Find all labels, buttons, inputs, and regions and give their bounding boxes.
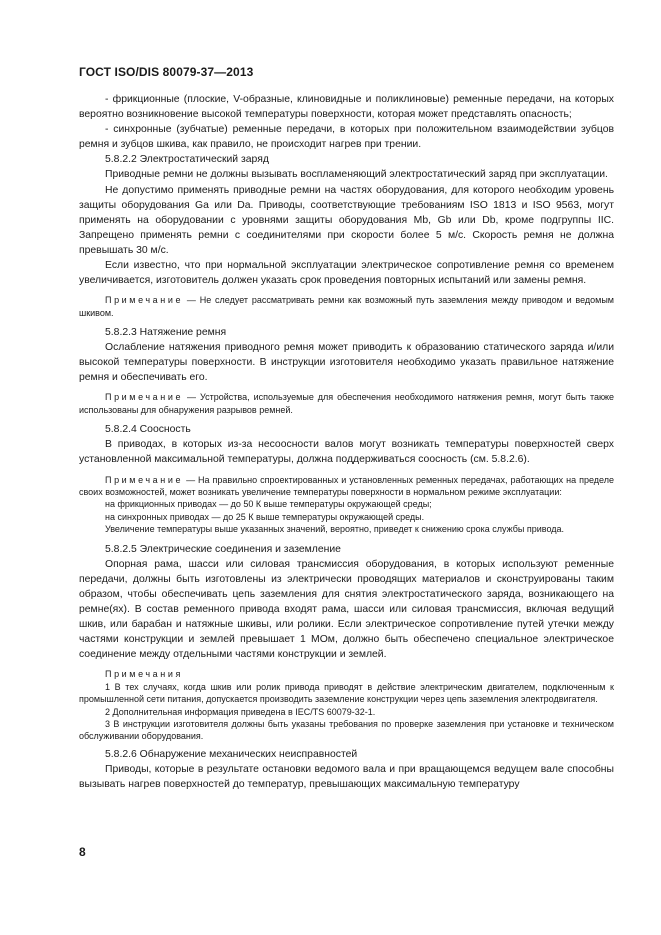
- note-temperature-rise: [79, 474, 614, 499]
- paragraph-belt-tension: Ослабление натяжения приводного ремня может приводить к образованию статического заряда и/или высокой температуры поверхности. В инструкции изготовителя необходимо указать правильное натяжение ремня и обеспечивать его.: [79, 342, 614, 384]
- note-text: — На правильно спроектированных и установленных ременных передачах, работающих на пределе своих возможностей, может возникать увеличение температуры поверхности в нормальном режиме эксплуатации:: [79, 474, 614, 497]
- note-label: Примечание: [105, 474, 184, 485]
- note-list-item: Увеличение температуры выше указанных значений, вероятно, приведет к снижению срока службы привода.: [105, 524, 565, 535]
- note-item-2: 2 Дополнительная информация приведена в IEC/TS 60079-32-1.: [105, 706, 376, 717]
- page-number: 8: [79, 845, 86, 859]
- document-body: [79, 92, 614, 792]
- note-grounding: [79, 294, 614, 319]
- note-item-1: 1 В тех случаях, когда шкив или ролик привода приводят в действие электрическим двигателем, подключенным к промышленной сети питания, допускается производить заземление конструкции через цепь заземления электродвигателя.: [79, 681, 614, 705]
- paragraph-grounding: Опорная рама, шасси или силовая трансмиссия оборудования, в которых используют ременные передачи, должны быть изготовлены из электрически проводящих материалов и сконструированы таким образом, чтобы обеспечивать цепь заземления для снятия электростатического заряда, возникающего на ремне(ях). В состав ременного привода входят рама, шасси или силовая трансмиссия, включая ведущий шкив, или барабан и натяжные шкивы, или ролики. Если электрическое сопротивление путей утечки между частями конструкции и землей превышает 1 МОм, должно быть обеспечено специальное электрическое соединение между отдельными частями конструкции и землей.: [79, 558, 614, 661]
- note-list-item: на синхронных приводах — до 25 К выше температуры окружающей среды.: [105, 511, 425, 522]
- document-header: ГОСТ ISO/DIS 80079-37—2013: [79, 65, 254, 79]
- notes-label: Примечания: [105, 669, 183, 680]
- paragraph-static-charge: Приводные ремни не должны вызывать воспламеняющий электростатический заряд при эксплуатации.: [105, 169, 608, 181]
- note-label: Примечание: [105, 392, 184, 403]
- paragraph-mechanical-faults: Приводы, которые в результате остановки ведомого вала и при вращающемся ведущем вале способны вызывать нагрев поверхностей до температур, превышающих максимальную температуру: [79, 763, 614, 790]
- note-text: — Не следует рассматривать ремни как возможный путь заземления между приводом и ведомым шкивом.: [79, 295, 614, 318]
- section-heading-5823: 5.8.2.3 Натяжение ремня: [105, 327, 227, 339]
- note-list-item: на фрикционных приводах — до 50 К выше температуры окружающей среды;: [105, 499, 432, 510]
- section-heading-5825: 5.8.2.5 Электрические соединения и заземление: [105, 543, 341, 555]
- paragraph-alignment: В приводах, в которых из-за несоосности валов могут возникать температуры поверхностей сверх установленной максимальной температуры, должна поддерживаться соосность (см. 5.8.2.6).: [79, 439, 614, 466]
- section-heading-5826: 5.8.2.6 Обнаружение механических неисправностей: [105, 748, 358, 760]
- note-label: Примечание: [105, 295, 184, 306]
- paragraph-synchronous-belts: - синхронные (зубчатые) ременные передачи, в которых при положительном взаимодействии зубцов ремня и зубцов шкива, как правило, не происходит нагрев при трении.: [79, 124, 614, 151]
- note-tension-devices: [79, 391, 614, 416]
- note-text: — Устройства, используемые для обеспечения необходимого натяжения ремня, могут быть также использованы для обнаружения разрывов ремней.: [79, 392, 614, 415]
- section-heading-5822: 5.8.2.2 Электростатический заряд: [105, 154, 269, 166]
- note-item-3: 3 В инструкции изготовителя должны быть указаны требования по проверке заземления при установке и техническом обслуживании оборудования.: [79, 718, 614, 742]
- paragraph-protection-levels: Не допустимо применять приводные ремни на частях оборудования, для которого необходим уровень защиты оборудования Ga или Da. Приводы, соответствующие требованиям ISO 1813 и ISO 9563, могут применять на оборудовании с уровнями защиты оборудования Mb, Gb или Db, кроме подгруппы IIC. Запрещено применять ремни с соединителями при скорости более 5 м/с. Скорость ремня не должна превышать 30 м/с.: [79, 184, 614, 256]
- paragraph-resistance: Если известно, что при нормальной эксплуатации электрическое сопротивление ремня со временем увеличивается, изготовитель должен указать срок проведения повторных испытаний или замены ремня.: [79, 260, 614, 287]
- paragraph-friction-belts: - фрикционные (плоские, V-образные, клиновидные и поликлиновые) ременные передачи, на которых вероятно возникновение высокой температуры поверхности, которая может представлять опасность;: [79, 94, 614, 121]
- section-heading-5824: 5.8.2.4 Соосность: [105, 424, 191, 436]
